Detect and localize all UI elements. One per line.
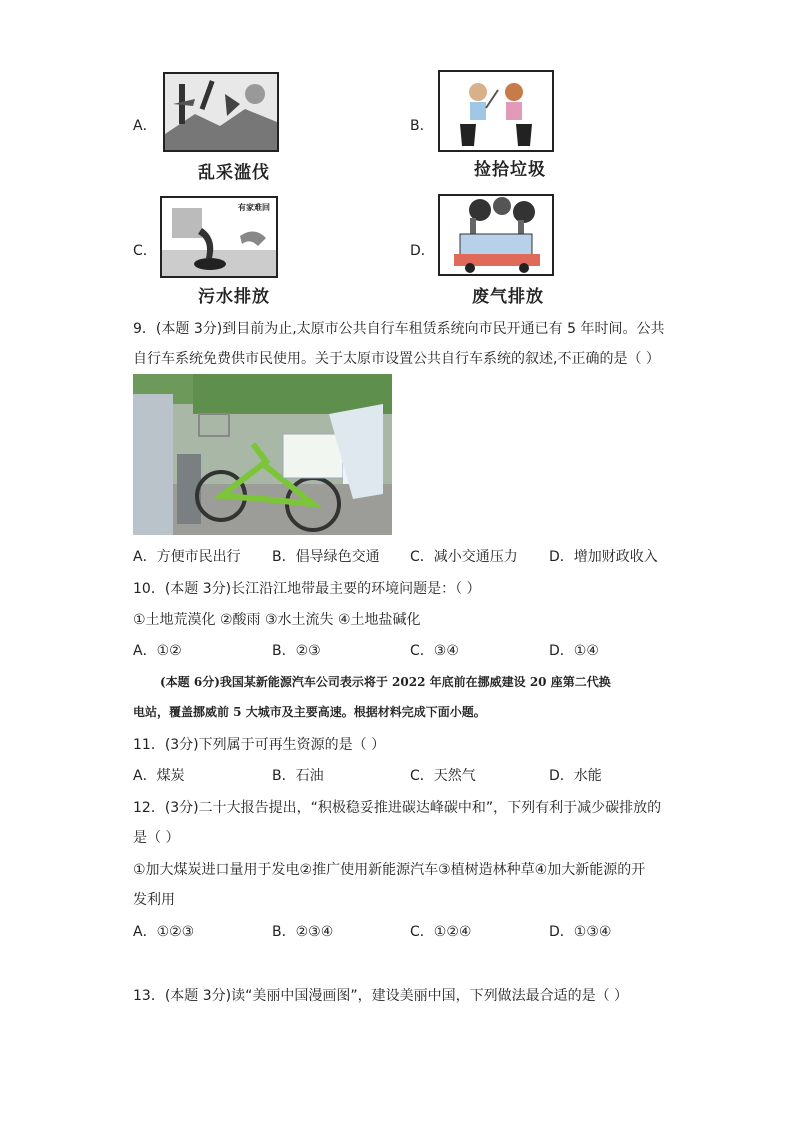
q9-line2: 自行车系统免费供市民使用。关于太原市设置公共自行车系统的叙述,不正确的是（ ）: [133, 351, 660, 367]
q10-stem: 10．(本题 3分)长江沿江地带最主要的环境问题是：（ ）: [133, 581, 481, 597]
q10-choice-a[interactable]: A．①②: [133, 643, 182, 659]
q12-choice-c[interactable]: C．①②④: [410, 924, 472, 940]
q11-choice-d[interactable]: D．水能: [549, 768, 602, 784]
q12-line2: 是（ ）: [133, 830, 180, 846]
litter-picking-cartoon: [438, 70, 554, 152]
cartoon-caption: 有家难回: [238, 203, 270, 212]
material-line1: (本题 6分)我国某新能源汽车公司表示将于 2022 年底前在挪威建设 20 座第二代换: [160, 675, 611, 689]
option-d-letter: D．: [410, 243, 435, 259]
deforestation-cartoon: [163, 72, 279, 152]
q12-line1: 12．(3分)二十大报告提出，“积极稳妥推进碳达峰碳中和”，下列有利于减少碳排放的: [133, 800, 662, 816]
q10-items: ①土地荒漠化 ②酸雨 ③水土流失 ④土地盐碱化: [133, 612, 421, 628]
q9-choice-c[interactable]: C．减小交通压力: [410, 549, 518, 565]
q12-items1: ①加大煤炭进口量用于发电②推广使用新能源汽车③植树造林种草④加大新能源的开: [133, 862, 646, 878]
q12-choice-b[interactable]: B．②③④: [272, 924, 334, 940]
q12-items2: 发利用: [133, 892, 175, 908]
q11-choice-a[interactable]: A．煤炭: [133, 768, 185, 784]
sewage-cartoon: [160, 196, 278, 278]
q10-choice-c[interactable]: C．③④: [410, 643, 459, 659]
q9-choice-a[interactable]: A．方便市民出行: [133, 549, 241, 565]
bicycle-photo: [133, 374, 392, 535]
option-b-letter: B．: [410, 118, 434, 134]
option-c-caption: 污水排放: [198, 287, 270, 307]
option-b-caption: 捡拾垃圾: [474, 160, 546, 180]
q13-stem: 13．(本题 3分)读“美丽中国漫画图”，建设美丽中国，下列做法最合适的是（ ）: [133, 988, 629, 1004]
q12-choice-d[interactable]: D．①③④: [549, 924, 612, 940]
option-c-letter: C．: [133, 243, 157, 259]
q11-choice-b[interactable]: B．石油: [272, 768, 324, 784]
material-line2: 电站，覆盖挪威前 5 大城市及主要高速。根据材料完成下面小题。: [133, 705, 486, 719]
exhaust-cartoon: [438, 194, 554, 276]
q11-choice-c[interactable]: C．天然气: [410, 768, 476, 784]
option-a-caption: 乱采滥伐: [198, 163, 270, 183]
q9-choice-d[interactable]: D．增加财政收入: [549, 549, 658, 565]
option-d-caption: 废气排放: [472, 287, 544, 307]
q9-choice-b[interactable]: B．倡导绿色交通: [272, 549, 380, 565]
q11-stem: 11．(3分)下列属于可再生资源的是（ ）: [133, 737, 386, 753]
q12-choice-a[interactable]: A．①②③: [133, 924, 195, 940]
option-a-letter: A．: [133, 118, 157, 134]
q9-line1: 9．(本题 3分)到目前为止,太原市公共自行车租赁系统向市民开通已有 5 年时间。公共: [133, 321, 665, 337]
q10-choice-b[interactable]: B．②③: [272, 643, 321, 659]
q10-choice-d[interactable]: D．①④: [549, 643, 599, 659]
